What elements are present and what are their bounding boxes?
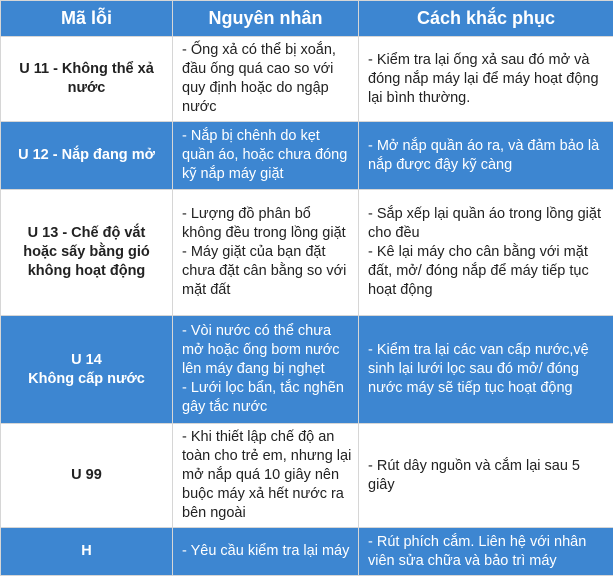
error-code-text: H [7,542,166,561]
fix-text: - Kiểm tra lại ống xả sau đó mở và đóng nắp máy lại để máy hoạt động lại bình thường. [368,51,607,108]
cause-cell [173,316,359,424]
error-code-cell [1,424,173,528]
cause-cell [173,37,359,122]
cause-text: - Lưới lọc bẩn, tắc nghẽn gây tắc nước [182,379,352,417]
cause-cell [173,122,359,190]
fix-text: - Kê lại máy cho cân bằng với mặt đất, mở/ đóng nắp để máy tiếp tục hoạt động [368,243,607,300]
table-row [1,424,613,528]
cause-cell [173,424,359,528]
cause-text: - Ống xả có thể bị xoắn, đầu ống quá cao so với quy định hoặc do ngập nước [182,41,352,117]
error-code-cell [1,528,173,576]
cause-cell [173,190,359,316]
error-code-text: Không cấp nước [7,370,166,389]
error-code-text: U 99 [7,466,166,485]
fix-cell [359,424,613,528]
header-cause: Nguyên nhân [173,1,359,37]
fix-cell [359,528,613,576]
fix-text: - Sắp xếp lại quần áo trong lồng giặt cho đều [368,205,607,243]
fix-cell [359,316,613,424]
error-code-cell [1,190,173,316]
error-code-text: nước [7,79,166,98]
error-code-text: U 13 - Chế độ vắt [7,224,166,243]
error-code-text: U 11 - Không thể xả [7,60,166,79]
cause-text: - Vòi nước có thể chưa mở hoặc ống bơm nước lên máy đang bị nghẹt [182,322,352,379]
header-fix: Cách khắc phục [359,1,613,37]
cause-text: - Yêu cầu kiểm tra lại máy [182,542,352,561]
fix-cell [359,190,613,316]
table-row [1,190,613,316]
fix-cell [359,37,613,122]
cause-text: - Máy giặt của bạn đặt chưa đặt cân bằng so với mặt đất [182,243,352,300]
table-row [1,528,613,576]
table-row [1,316,613,424]
error-code-text: không hoạt động [7,262,166,281]
table-row [1,122,613,190]
cause-text: - Nắp bị chênh do kẹt quần áo, hoặc chưa đóng kỹ nắp máy giặt [182,127,352,184]
table-row [1,37,613,122]
error-code-cell [1,316,173,424]
error-code-text: U 12 - Nắp đang mở [7,146,166,165]
header-error-code: Mã lỗi [1,1,173,37]
header-row [1,1,613,37]
cause-cell [173,528,359,576]
fix-cell [359,122,613,190]
cause-text: - Khi thiết lập chế độ an toàn cho trẻ em, nhưng lại mở nắp quá 10 giây nên buộc máy xả hết nước ra bên ngoài [182,428,352,523]
fix-text: - Rút phích cắm. Liên hệ với nhân viên sửa chữa và bảo trì máy [368,533,607,571]
error-code-text: hoặc sấy bằng gió [7,243,166,262]
error-code-cell [1,37,173,122]
error-code-cell [1,122,173,190]
cause-text: - Lượng đồ phân bổ không đều trong lồng giặt [182,205,352,243]
fix-text: - Mở nắp quần áo ra, và đảm bảo là nắp được đậy kỹ càng [368,137,607,175]
error-code-text: U 14 [7,351,166,370]
fix-text: - Kiểm tra lại các van cấp nước,vệ sinh lại lưới lọc sau đó mở/ đóng nước máy sẽ tiếp tục hoạt động [368,341,607,398]
fix-text: - Rút dây nguồn và cắm lại sau 5 giây [368,457,607,495]
